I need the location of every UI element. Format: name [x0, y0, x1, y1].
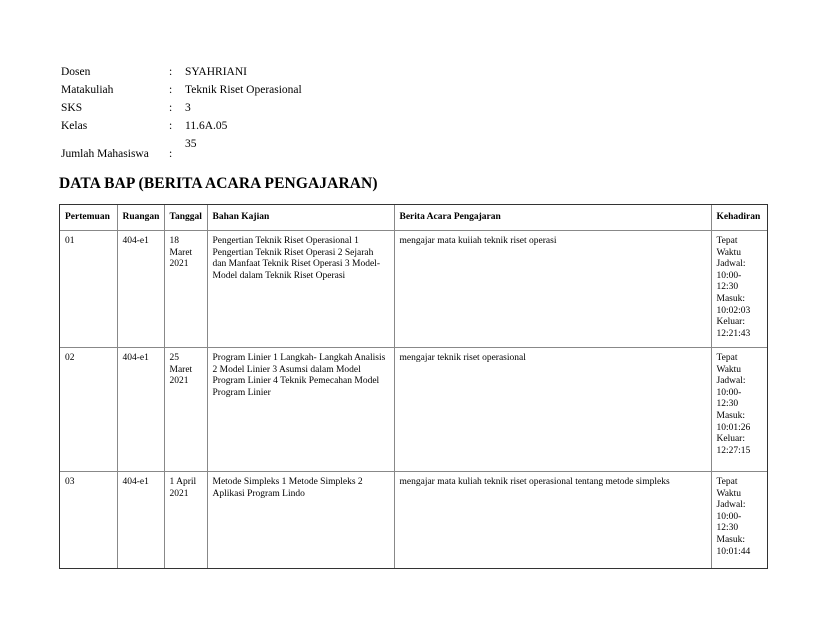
kehadiran-line: Jadwal: [716, 500, 746, 511]
tanggal-line: 2021 [169, 488, 189, 499]
sks-label: SKS [61, 102, 83, 114]
tanggal-line: 1 April [169, 477, 197, 487]
cell-pertemuan: 03 [60, 472, 117, 570]
cell-tanggal [164, 472, 207, 570]
kehadiran-line: 12:30 [716, 282, 739, 293]
cell-kehadiran [711, 231, 767, 348]
cell-tanggal [164, 348, 207, 472]
cell-berita-acara: mengajar mata kuliah teknik riset operasional tentang metode simpleks [394, 472, 711, 570]
info-row-sks [61, 102, 302, 120]
kehadiran-line: 10:02:03 [716, 305, 751, 316]
kehadiran-line: 10:01:44 [716, 546, 751, 557]
colon: : [169, 120, 173, 132]
tanggal-line: 25 [169, 353, 179, 363]
course-info [61, 66, 302, 162]
cell-kehadiran [711, 348, 767, 472]
colon: : [169, 66, 173, 78]
table-row [60, 231, 767, 348]
kehadiran-line: Masuk: [716, 534, 745, 545]
cell-bahan-kajian: Program Linier 1 Langkah- Langkah Analisis 2 Model Linier 3 Asumsi dalam Model Program Linier 4 Teknik Pemecahan Model Program Linier [207, 348, 394, 472]
kehadiran-line: Jadwal: [716, 376, 746, 387]
kehadiran-line: 12:30 [716, 399, 739, 410]
kehadiran-line: 10:00- [716, 270, 742, 281]
kelas-value: 11.6A.05 [185, 120, 228, 132]
info-row-jumlah-mahasiswa [61, 138, 302, 162]
jumlah-mahasiswa-value: 35 [185, 138, 197, 150]
dosen-value: SYAHRIANI [185, 66, 247, 78]
tanggal-line: 2021 [169, 259, 189, 270]
header-tanggal: Tanggal [164, 205, 207, 231]
kehadiran-line: Masuk: [716, 293, 745, 304]
info-row-dosen [61, 66, 302, 84]
cell-pertemuan: 02 [60, 348, 117, 472]
sks-value: 3 [185, 102, 191, 114]
kehadiran-line: Tepat [716, 353, 738, 363]
kehadiran-line: 10:00- [716, 387, 742, 398]
header-bahan-kajian: Bahan Kajian [207, 205, 394, 231]
page-heading: DATA BAP (BERITA ACARA PENGAJARAN) [59, 175, 378, 192]
kehadiran-line: Keluar: [716, 317, 745, 328]
cell-ruangan: 404-e1 [117, 231, 164, 348]
colon: : [169, 148, 173, 160]
table-row [60, 472, 767, 570]
kehadiran-line: Jadwal: [716, 259, 746, 270]
jumlah-mahasiswa-label: Jumlah Mahasiswa [61, 148, 149, 160]
header-berita-acara: Berita Acara Pengajaran [394, 205, 711, 231]
info-row-kelas [61, 120, 302, 138]
header-kehadiran: Kehadiran [711, 205, 767, 231]
kehadiran-line: Tepat [716, 477, 738, 487]
tanggal-line: Maret [169, 364, 193, 375]
kelas-label: Kelas [61, 120, 88, 132]
kehadiran-line: Waktu [716, 247, 742, 258]
kehadiran-line: 12:30 [716, 523, 739, 534]
kehadiran-line: Waktu [716, 364, 742, 375]
bap-table-container [59, 204, 768, 569]
table-header-row [60, 205, 767, 231]
kehadiran-line: Tepat [716, 236, 738, 246]
kehadiran-line: Waktu [716, 488, 742, 499]
matakuliah-label: Matakuliah [61, 84, 114, 96]
kehadiran-line: 10:00- [716, 511, 742, 522]
tanggal-line: 18 [169, 236, 179, 246]
cell-berita-acara: mengajar teknik riset operasional [394, 348, 711, 472]
cell-ruangan: 404-e1 [117, 472, 164, 570]
tanggal-line: 2021 [169, 376, 189, 387]
kehadiran-line: 12:21:43 [716, 328, 751, 339]
tanggal-line: Maret [169, 247, 193, 258]
kehadiran-line: 12:27:15 [716, 445, 751, 456]
cell-bahan-kajian: Metode Simpleks 1 Metode Simpleks 2 Aplikasi Program Lindo [207, 472, 394, 570]
cell-tanggal [164, 231, 207, 348]
kehadiran-line: 10:01:26 [716, 422, 751, 433]
cell-berita-acara: mengajar mata kuiiah teknik riset operasi [394, 231, 711, 348]
matakuliah-value: Teknik Riset Operasional [185, 84, 302, 96]
bap-table [60, 205, 767, 569]
info-row-matakuliah [61, 84, 302, 102]
colon: : [169, 84, 173, 96]
dosen-label: Dosen [61, 66, 91, 78]
kehadiran-line: Masuk: [716, 410, 745, 421]
header-ruangan: Ruangan [117, 205, 164, 231]
cell-ruangan: 404-e1 [117, 348, 164, 472]
colon: : [169, 102, 173, 114]
cell-bahan-kajian: Pengertian Teknik Riset Operasional 1 Pengertian Teknik Riset Operasi 2 Sejarah dan Manfaat Teknik Riset Operasi 3 Model-Model dalam Teknik Riset Operasi [207, 231, 394, 348]
cell-pertemuan: 01 [60, 231, 117, 348]
table-row [60, 348, 767, 472]
cell-kehadiran [711, 472, 767, 570]
header-pertemuan: Pertemuan [60, 205, 117, 231]
kehadiran-line: Keluar: [716, 434, 745, 445]
